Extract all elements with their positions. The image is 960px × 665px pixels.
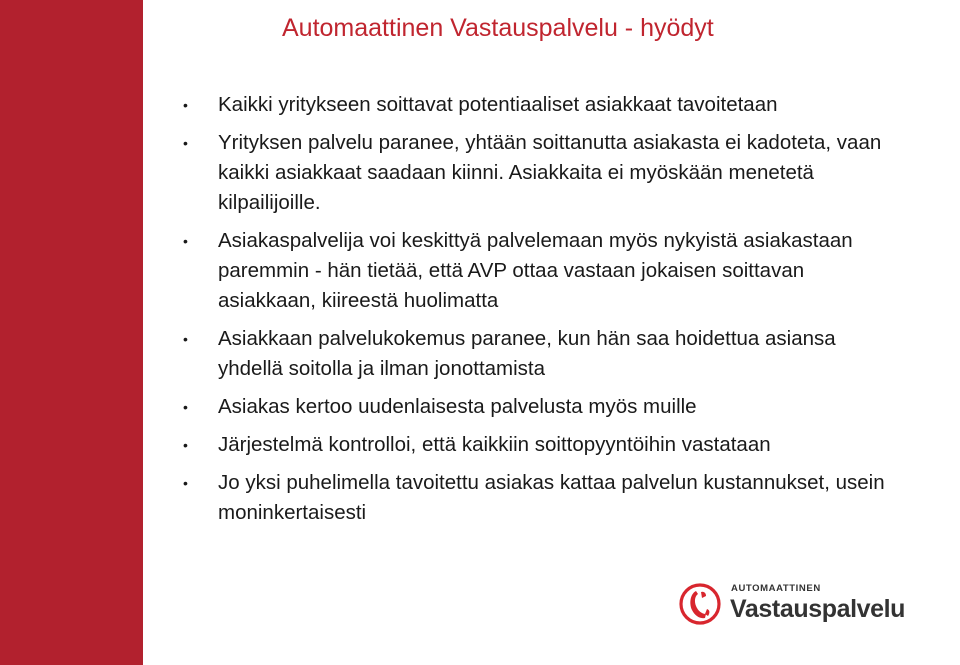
bullet-text: Asiakaspalvelija voi keskittyä palvelemaan myös nykyistä asiakastaan paremmin - hän tietää, että AVP ottaa vastaan jokaisen soittavan asiakkaan, kiireestä huolimatta <box>218 229 853 312</box>
bullet-item-4 <box>183 324 903 384</box>
red-side-bar <box>0 0 143 665</box>
logo-small-text: AUTOMAATTINEN <box>731 583 821 594</box>
bullet-icon: • <box>183 233 188 249</box>
bullet-item-1 <box>183 90 903 120</box>
bullet-text: Asiakkaan palvelukokemus paranee, kun hän saa hoidettua asiansa yhdellä soitolla ja ilman jonottamista <box>218 327 836 380</box>
bullet-item-7 <box>183 468 903 528</box>
bullet-icon: • <box>183 437 188 453</box>
bullet-icon: • <box>183 331 188 347</box>
bullet-text: Kaikki yritykseen soittavat potentiaaliset asiakkaat tavoitetaan <box>218 93 778 116</box>
bullet-icon: • <box>183 135 188 151</box>
bullet-list <box>183 90 903 536</box>
bullet-item-6 <box>183 430 903 460</box>
bullet-icon: • <box>183 399 188 415</box>
bullet-item-2 <box>183 128 903 218</box>
bullet-text: Järjestelmä kontrolloi, että kaikkiin soittopyyntöihin vastataan <box>218 433 771 456</box>
bullet-text: Jo yksi puhelimella tavoitettu asiakas kattaa palvelun kustannukset, usein moninkertaisesti <box>218 471 885 524</box>
slide-title: Automaattinen Vastauspalvelu - hyödyt <box>282 14 714 42</box>
bullet-icon: • <box>183 97 188 113</box>
bullet-icon: • <box>183 475 188 491</box>
bullet-text: Yrityksen palvelu paranee, yhtään soittanutta asiakasta ei kadoteta, vaan kaikki asiakkaat saadaan kiinni. Asiakkaita ei myöskään menetetä kilpailijoille. <box>218 131 882 214</box>
company-logo <box>679 580 906 628</box>
bullet-text: Asiakas kertoo uudenlaisesta palvelusta myös muille <box>218 395 697 418</box>
bullet-item-5 <box>183 392 903 422</box>
phone-handset-icon <box>679 580 723 628</box>
bullet-item-3 <box>183 226 903 316</box>
logo-big-text: Vastauspalvelu <box>730 595 906 623</box>
